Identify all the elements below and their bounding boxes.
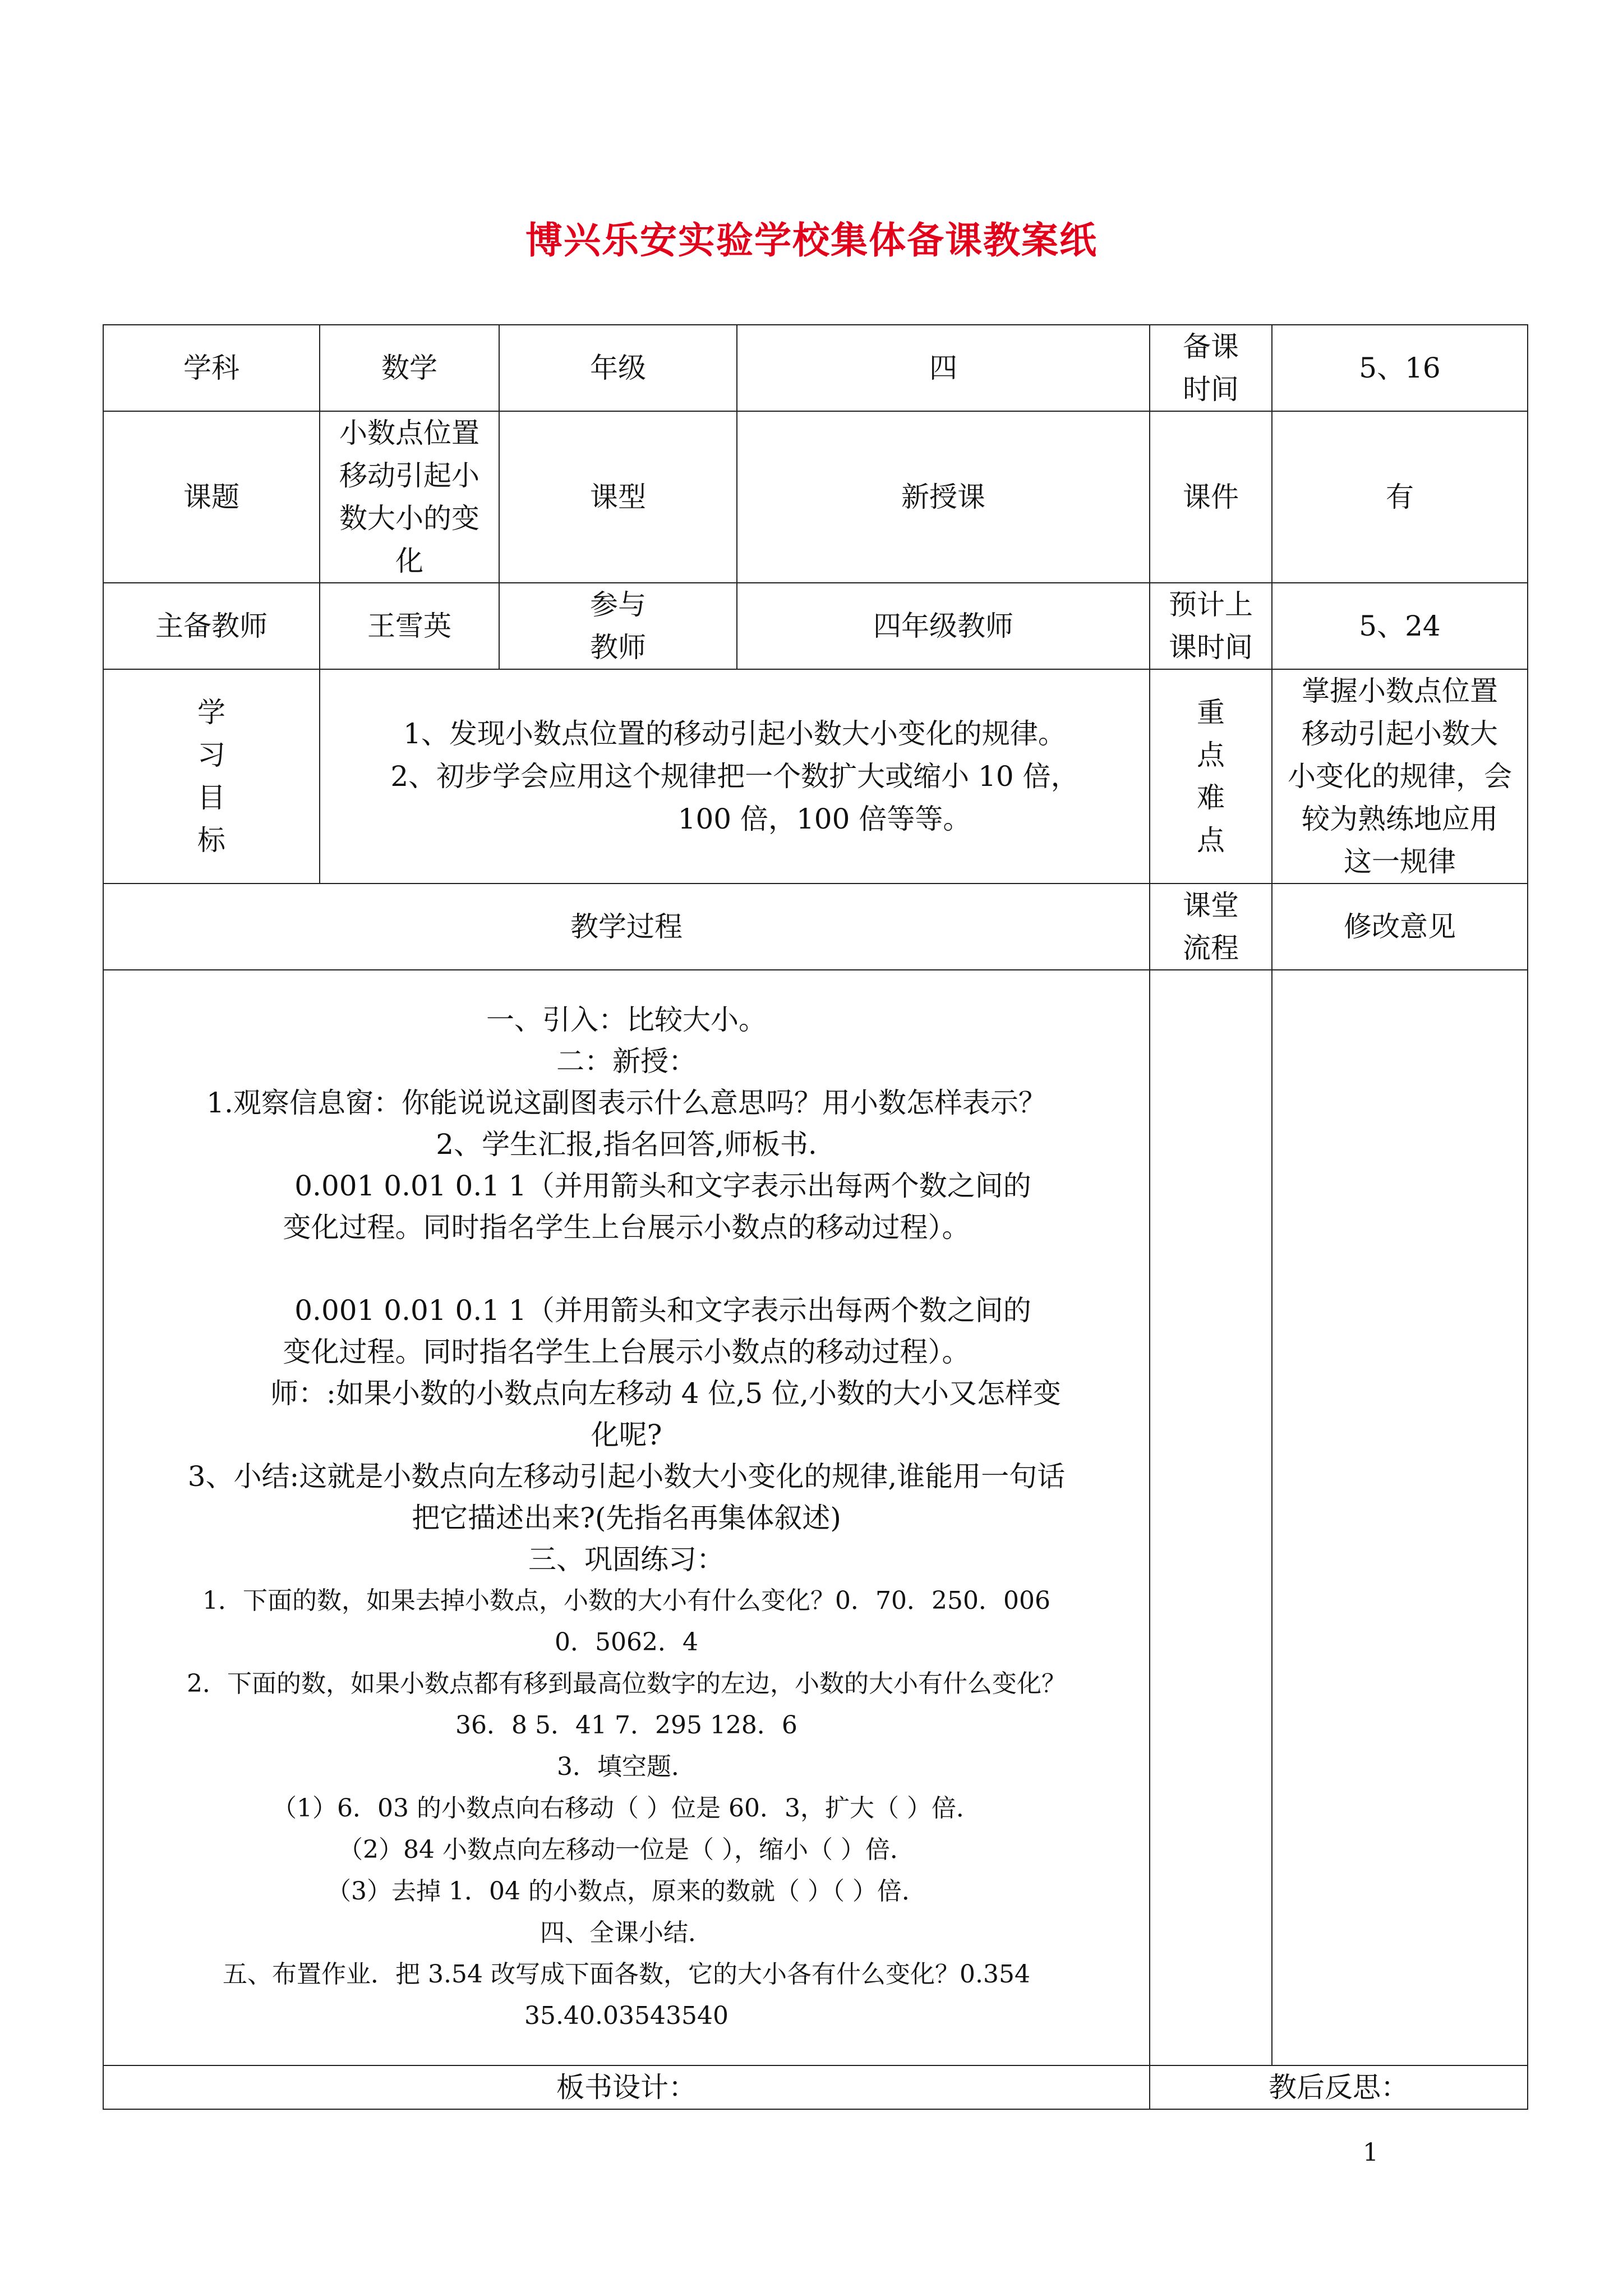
process-line: 0.001 0.01 0.1 1（并用箭头和文字表示出每两个数之间的 <box>294 1169 1031 1202</box>
process-line: 化呢? <box>591 1418 662 1451</box>
process-line: 二：新授： <box>556 1045 697 1078</box>
process-line: 0．5062．4 <box>555 1627 698 1657</box>
process-line: 0.001 0.01 0.1 1（并用箭头和文字表示出每两个数之间的 <box>294 1294 1031 1327</box>
process-line: （2）84 小数点向左移动一位是（ ），缩小（ ）倍． <box>338 1835 915 1864</box>
prep-time-value: 5、16 <box>1272 325 1528 411</box>
process-line: 把它描述出来?(先指名再集体叙述) <box>412 1501 841 1534</box>
process-line: 五、布置作业．把 3.54 改写成下面各数，它的大小各有什么变化？0.354 <box>223 1959 1030 1989</box>
key-points-label: 重 点 难 点 <box>1150 669 1272 884</box>
planned-time-label: 预计上 课时间 <box>1150 583 1272 669</box>
table-row <box>103 669 1528 884</box>
board-design-label: 板书设计： <box>103 2065 1150 2109</box>
process-line: 变化过程。同时指名学生上台展示小数点的移动过程）。 <box>283 1335 970 1368</box>
participants-label: 参与 教师 <box>499 583 737 669</box>
courseware-label: 课件 <box>1150 411 1272 583</box>
process-line: 师：:如果小数的小数点向左移动 4 位,5 位,小数的大小又怎样变 <box>270 1377 1061 1410</box>
grade-label: 年级 <box>499 325 737 411</box>
lesson-plan-table <box>103 324 1528 2110</box>
process-line: 四、全课小结． <box>540 1918 713 1947</box>
process-line: 2、学生汇报,指名回答,师板书. <box>436 1128 817 1161</box>
process-line: 变化过程。同时指名学生上台展示小数点的移动过程）。 <box>283 1211 970 1244</box>
objectives-text: 1、发现小数点位置的移动引起小数大小变化的规律。 2、初步学会应用这个规律把一个数扩大或缩小 10 倍， 100 倍，100 倍等等。 <box>320 669 1150 884</box>
subject-value: 数学 <box>320 325 499 411</box>
process-line: 3．填空题． <box>557 1752 696 1781</box>
lead-teacher-label: 主备教师 <box>103 583 320 669</box>
flow-cell <box>1150 970 1272 2065</box>
table-row <box>103 583 1528 669</box>
process-line: 3、小结:这就是小数点向左移动引起小数大小变化的规律,谁能用一句话 <box>187 1460 1066 1493</box>
table-row <box>103 2065 1528 2109</box>
courseware-value: 有 <box>1272 411 1528 583</box>
table-row <box>103 411 1528 583</box>
topic-label: 课题 <box>103 411 320 583</box>
process-line: 36．8 5．41 7．295 128．6 <box>455 1710 797 1740</box>
flow-header: 课堂 流程 <box>1150 884 1272 970</box>
process-header: 教学过程 <box>103 884 1150 970</box>
lesson-type-value: 新授课 <box>737 411 1150 583</box>
process-line: （3）去掉 1．04 的小数点，原来的数就（ ）（ ）倍． <box>326 1876 926 1906</box>
objectives-label: 学 习 目 标 <box>103 669 320 884</box>
process-line: 35.40.03543540 <box>524 2001 728 2030</box>
planned-time-value: 5、24 <box>1272 583 1528 669</box>
subject-label: 学科 <box>103 325 320 411</box>
participants-value: 四年级教师 <box>737 583 1150 669</box>
process-line: （1）6．03 的小数点向右移动（ ）位是 60．3，扩大（ ）倍． <box>272 1793 981 1823</box>
process-line: 1．下面的数，如果去掉小数点，小数的大小有什么变化？0．70．250．006 <box>202 1586 1050 1615</box>
topic-value: 小数点位置 移动引起小 数大小的变 化 <box>320 411 499 583</box>
page-title: 博兴乐安实验学校集体备课教案纸 <box>525 218 1098 262</box>
lesson-type-label: 课型 <box>499 411 737 583</box>
process-line: 一、引入：比较大小。 <box>486 1003 767 1036</box>
process-line: 1.观察信息窗：你能说说这副图表示什么意思吗？用小数怎样表示？ <box>206 1086 1046 1119</box>
table-row <box>103 884 1528 970</box>
revision-header: 修改意见 <box>1272 884 1528 970</box>
page-number: 1 <box>1363 2138 1378 2167</box>
process-line: 三、巩固练习： <box>528 1543 725 1576</box>
prep-time-label: 备课 时间 <box>1150 325 1272 411</box>
table-row <box>103 325 1528 411</box>
lead-teacher-value: 王雪英 <box>320 583 499 669</box>
teaching-process <box>103 970 1150 2065</box>
reflection-label: 教后反思： <box>1150 2065 1528 2109</box>
key-points-text: 掌握小数点位置 移动引起小数大 小变化的规律，会 较为熟练地应用 这一规律 <box>1272 669 1528 884</box>
process-line: 2．下面的数，如果小数点都有移到最高位数字的左边，小数的大小有什么变化？ <box>187 1669 1066 1698</box>
table-row <box>103 970 1528 2065</box>
revision-cell <box>1272 970 1528 2065</box>
grade-value: 四 <box>737 325 1150 411</box>
